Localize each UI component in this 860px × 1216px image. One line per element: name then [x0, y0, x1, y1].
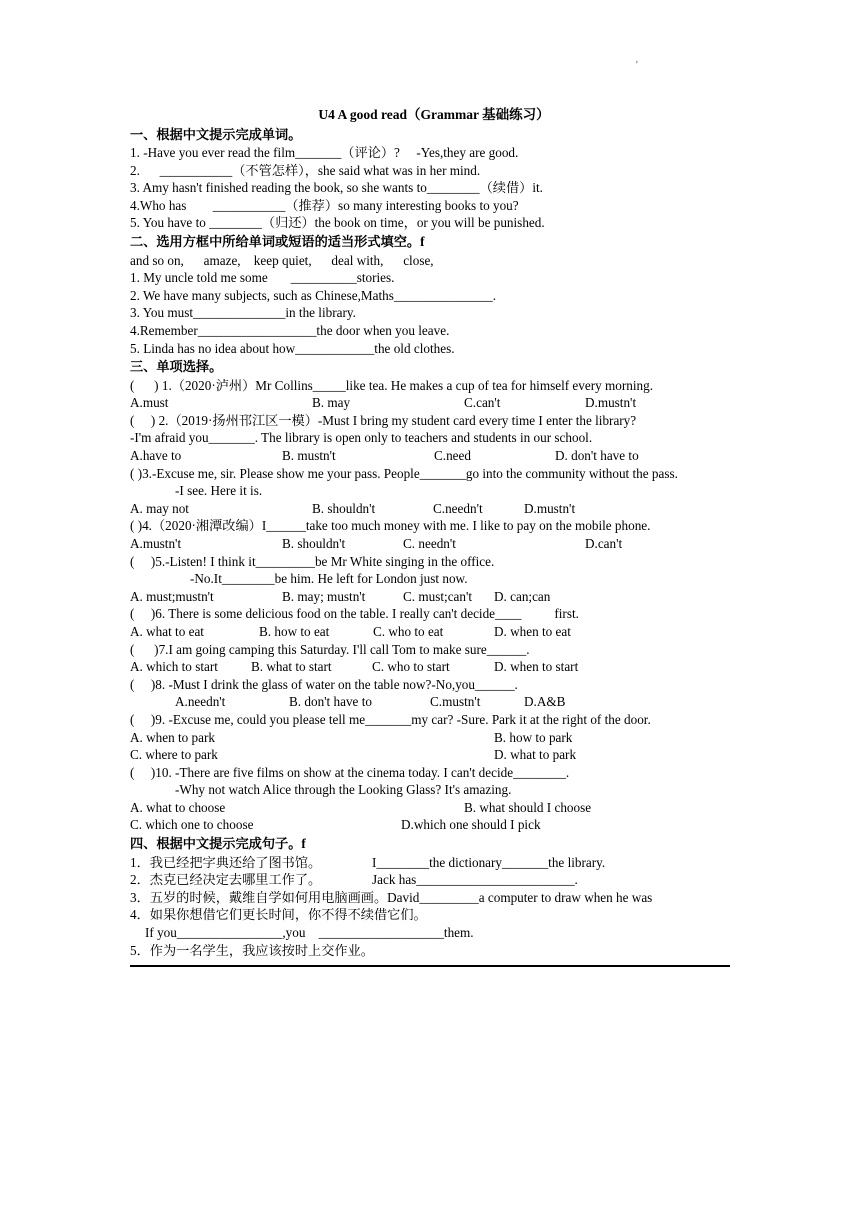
option: C. who to start — [372, 659, 450, 675]
q10-stem: ( )10. -There are five films on show at the cinema today. I can't decide________. — [130, 764, 570, 780]
s4-line-3: 3．五岁的时候，戴维自学如何用电脑画画。David_________a computer to draw when he was — [130, 889, 653, 905]
page-title: U4 A good read（Grammar 基础练习） — [318, 107, 550, 122]
q8-options — [130, 693, 730, 711]
option: B. may; mustn't — [282, 588, 366, 604]
option: A. may not — [130, 500, 189, 516]
option: A.must — [130, 395, 169, 411]
option: B. don't have to — [289, 694, 372, 710]
section-2-heading: 二、选用方框中所给单词或短语的适当形式填空。f — [130, 234, 425, 250]
q1-stem: ( ) 1.（2020·泸州）Mr Collins_____like tea. He makes a cup of tea for himself every morning. — [130, 377, 653, 393]
option: D. when to start — [494, 659, 579, 675]
q6-stem: ( )6. There is some delicious food on the table. I really can't decide____ first. — [130, 606, 579, 622]
section-3-heading: 三、单项选择。 — [130, 359, 223, 375]
s1-line-3: 3. Amy hasn't finished reading the book, so she wants to________（续借）it. — [130, 180, 543, 196]
bottom-rule — [130, 961, 730, 967]
q8-stem: ( )8. -Must I drink the glass of water on the table now?-No,you______. — [130, 676, 518, 692]
q7-stem: ( )7.I am going camping this Saturday. I'll call Tom to make sure______. — [130, 641, 530, 657]
option: A. must;mustn't — [130, 588, 214, 604]
section-1-heading: 一、根据中文提示完成单词。 — [130, 126, 302, 142]
option: C. where to park — [130, 747, 218, 763]
q1-options — [130, 394, 730, 412]
s2-line-1: 1. My uncle told me some __________stories. — [130, 270, 395, 286]
q5-options — [130, 588, 730, 606]
option: B. shouldn't — [312, 500, 376, 516]
option: D.mustn't — [585, 395, 637, 411]
option: D.mustn't — [524, 500, 576, 516]
s4-line-2-answer: Jack has________________________. — [372, 872, 578, 888]
q9-options-row-1 — [130, 729, 730, 747]
s2-word-box: and so on, amaze, keep quiet, deal with, close, — [130, 252, 434, 268]
q6-options — [130, 623, 730, 641]
q3-reply: -I see. Here it is. — [175, 483, 263, 499]
s4-line-1 — [130, 854, 730, 872]
section-4-heading: 四、根据中文提示完成句子。f — [130, 836, 306, 852]
option: C. which one to choose — [130, 817, 254, 833]
q2-stem: ( ) 2.（2019·扬州邗江区一模）-Must I bring my student card every time I enter the library? — [130, 412, 637, 428]
s2-line-5: 5. Linda has no idea about how____________the old clothes. — [130, 340, 455, 356]
option: C.mustn't — [430, 694, 481, 710]
option: C. must;can't — [403, 588, 473, 604]
s1-line-2: 2. ___________（不管怎样），she said what was in her mind. — [130, 162, 481, 178]
option: C.needn't — [433, 500, 483, 516]
option: C. needn't — [403, 535, 456, 551]
corner-mark: ' — [636, 60, 638, 71]
option: A.have to — [130, 448, 182, 463]
q2-stem-cont: -I'm afraid you_______. The library is open only to teachers and students in our school. — [130, 430, 593, 446]
s1-line-4: 4.Who has ___________（推荐）so many interesting books to you? — [130, 197, 519, 213]
option: B. what should I choose — [464, 799, 592, 815]
option: B. how to eat — [259, 623, 330, 639]
option: A. when to park — [130, 729, 215, 745]
option: B. what to start — [251, 659, 332, 675]
option: D. don't have to — [555, 448, 639, 463]
q4-stem: ( )4.（2020·湘潭改编）I______take too much money with me. I like to pay on the mobile phone. — [130, 518, 651, 534]
s4-line-4-answer: If you________________,you ___________________them. — [145, 924, 474, 940]
s2-line-4: 4.Remember__________________the door when you leave. — [130, 322, 450, 338]
option: B. mustn't — [282, 448, 336, 463]
option: A. which to start — [130, 659, 218, 675]
option: D. what to park — [494, 747, 577, 763]
q10-options-row-1 — [130, 799, 730, 817]
q9-stem: ( )9. -Excuse me, could you please tell me_______my car? -Sure. Park it at the right of the door. — [130, 711, 651, 727]
q3-options — [130, 500, 730, 518]
s2-line-2: 2. We have many subjects, such as Chinese,Maths_______________. — [130, 287, 497, 303]
q10-options-row-2 — [130, 816, 730, 834]
q10-reply: -Why not watch Alice through the Looking Glass? It's amazing. — [175, 782, 512, 798]
option: B. may — [312, 395, 351, 411]
s1-line-1: 1. -Have you ever read the film_______（评论）? -Yes,they are good. — [130, 145, 519, 161]
s4-line-2 — [130, 871, 730, 889]
q4-options — [130, 535, 730, 553]
q2-options — [130, 447, 730, 465]
option: D.which one should I pick — [401, 817, 541, 833]
option: A. what to choose — [130, 799, 226, 815]
option: A.needn't — [175, 694, 226, 710]
q5-stem: ( )5.-Listen! I think it_________be Mr White singing in the office. — [130, 553, 495, 569]
s4-line-4: 4．如果你想借它们更长时间，你不得不续借它们。 — [130, 907, 427, 923]
q3-stem: ( )3.-Excuse me, sir. Please show me your pass. People_______go into the community without the pass. — [130, 465, 678, 481]
option: B. shouldn't — [282, 535, 346, 551]
option: B. how to park — [494, 729, 573, 745]
option: D. when to eat — [494, 623, 571, 639]
s1-line-5: 5. You have to ________（归还）the book on time，or you will be punished. — [130, 215, 545, 231]
s2-line-3: 3. You must______________in the library. — [130, 305, 356, 321]
option: C.can't — [464, 395, 501, 411]
option: D. can;can — [494, 588, 551, 604]
option: A. what to eat — [130, 623, 204, 639]
option: D.can't — [585, 535, 623, 551]
option: A.mustn't — [130, 535, 182, 551]
s4-line-5: 5．作为一名学生，我应该按时上交作业。 — [130, 942, 374, 958]
s4-line-1-prompt: 1．我已经把字典还给了图书馆。 — [130, 854, 322, 870]
option: C. who to eat — [373, 623, 444, 639]
q5-reply: -No.It________be him. He left for London just now. — [190, 571, 468, 587]
option: D.A&B — [524, 694, 566, 710]
q7-options — [130, 658, 730, 676]
option: C.need — [434, 448, 471, 463]
s4-line-2-prompt: 2．杰克已经决定去哪里工作了。 — [130, 872, 322, 888]
q9-options-row-2 — [130, 746, 730, 764]
s4-line-1-answer: I________the dictionary_______the library. — [372, 854, 606, 870]
worksheet — [130, 106, 730, 967]
